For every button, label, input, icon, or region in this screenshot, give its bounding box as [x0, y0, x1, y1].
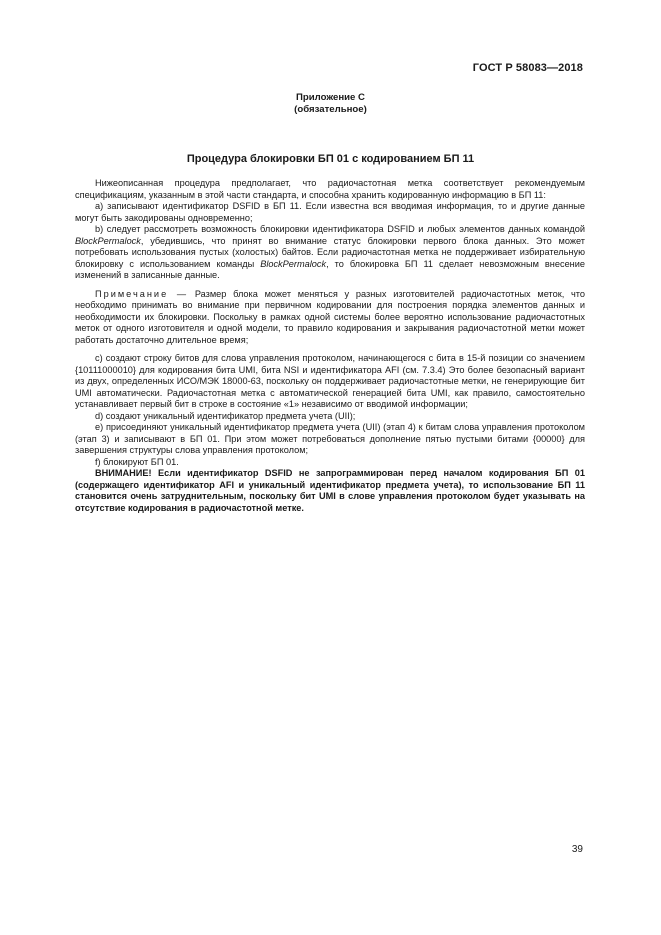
command-name: BlockPermalock: [75, 235, 141, 246]
appendix-status: (обязательное): [294, 104, 367, 115]
list-item-a: a) записывают идентификатор DSFID в БП 11. Если известна вся вводимая информация, то и другие данные могут быть закодированы одновременно;: [75, 201, 585, 223]
list-item-c: c) создают строку битов для слова управления протоколом, начинающегося с бита в 15-й позиции со значением {10111000010} для кодирования бита UMI, бита NSI и идентификатора AFI (см. 7.3.4) Это более безопасный вариант из двух, определенных ИСО/МЭК 18000-63, поскольку он поддерживает радиочастотные метки, не генерирующие бит UMI автоматически. Радиочастотная метка с автоматической генерацией бита UMI, как правило, самостоятельно устанавливает первый бит в строке в состояние «1» независимо от вводимой информации;: [75, 353, 585, 409]
item-b-text-3: , то блокировка БП 11 сделает невозможным внесение изменений в записанные данные.: [75, 258, 585, 280]
item-b-text-2: , убедившись, что принят во внимание статус блокировки первого блока данных. Это может потребовать использования пустых (холостых) байтов. Если радиочастотная метка не поддерживает избирательную блокировку с использованием команды: [75, 235, 585, 269]
warning-paragraph: ВНИМАНИЕ! Если идентификатор DSFID не запрограммирован перед началом кодирования БП 01 (содержащего идентификатор AFI и уникальный идентификатор предмета учета), то использование БП 11 становится очень затруднительным, поскольку бит UMI в слове управления протоколом будет указывать на отсутствие кодирования в радиочастотной метке.: [75, 468, 585, 513]
section-title: Процедура блокировки БП 01 с кодированием БП 11: [186, 153, 475, 165]
standard-designation: ГОСТ Р 58083—2018: [472, 62, 583, 74]
item-b-text-1: b) следует рассмотреть возможность блокировки идентификатора DSFID и любых элементов данных командой: [95, 224, 585, 234]
note-label: Примечание —: [95, 288, 189, 299]
command-name: BlockPermalock: [260, 258, 327, 269]
list-item-f: f) блокируют БП 01.: [95, 456, 179, 467]
list-item-e: e) присоединяют уникальный идентификатор предмета учета (UII) (этап 4) к битам слова управления протоколом (этап 3) и записывают в БП 01. При этом может потребоваться дополнение пятью пустыми битами {00000} для завершения структуры слова управления протоколом;: [75, 422, 585, 455]
appendix-label: Приложение С: [296, 92, 365, 103]
note-text: Размер блока может меняться у разных изготовителей радиочастотных меток, что необходимо принимать во внимание при первичном кодировании для построения порядка элементов данных и необходимости их блокировки. Поскольку в рамках одной системы более вероятно использование радиочастотных меток от одного изготовителя и одной модели, то правило кодирования и закрывания радиочастотной метки может работать достаточно длительное время;: [75, 288, 586, 345]
document-body: [75, 178, 585, 514]
list-item-b: [75, 224, 585, 282]
note-paragraph: [75, 289, 585, 347]
page-number: 39: [571, 844, 583, 855]
list-item-d: d) создают уникальный идентификатор предмета учета (UII);: [95, 410, 356, 421]
appendix-heading: [0, 92, 661, 116]
intro-paragraph: Нижеописанная процедура предполагает, что радиочастотная метка соответствует рекомендуемым спецификациям, указанным в этой части стандарта, и способна хранить кодированную информацию в БП 11:: [75, 178, 585, 200]
